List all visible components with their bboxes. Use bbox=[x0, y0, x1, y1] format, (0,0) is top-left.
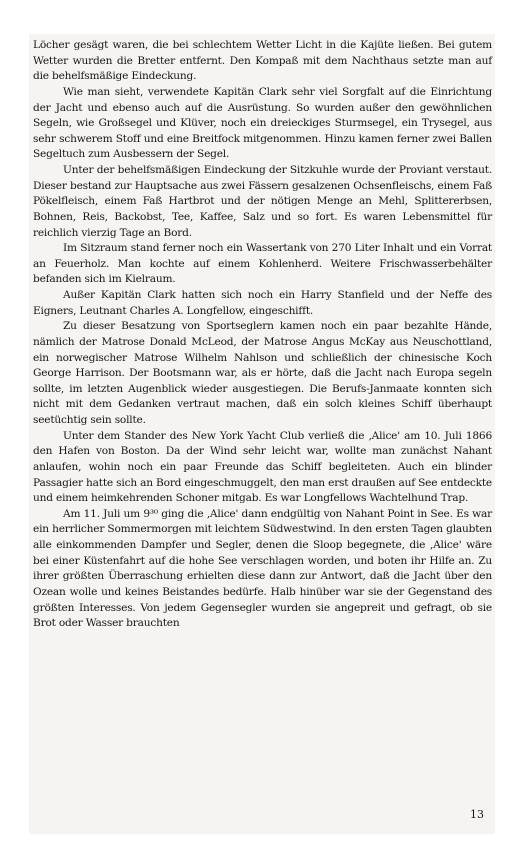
book-page bbox=[29, 34, 495, 834]
paragraph-2: Wie man sieht, verwendete Kapitän Clark sehr viel Sorgfalt auf die Einrichtung der Jacht und ebenso auch auf die Ausrüstung. So wurden außer den gewöhnlichen Segeln, wie Großsegel und Klüver, noch ein dreieckiges Sturmsegel, ein Trysegel, aus sehr schwerem Stoff und eine Breitfock mitgenommen. Hinzu kamen ferner zwei Ballen Segeltuch zum Ausbessern der Segel. bbox=[33, 85, 492, 161]
page-number: 13 bbox=[470, 808, 484, 821]
paragraph-5: Außer Kapitän Clark hatten sich noch ein Harry Stanfield und der Neffe des Eigners, Leutnant Charles A. Longfellow, eingeschifft. bbox=[33, 289, 492, 317]
paragraph-1: Löcher gesägt waren, die bei schlechtem Wetter Licht in die Kajüte ließen. Bei gutem Wetter wurden die Bretter entfernt. Den Kompaß mit dem Nachthaus setzte man auf die behelfsmäßige Eindeckung. bbox=[33, 39, 492, 83]
paragraph-6: Zu dieser Besatzung von Sportseglern kamen noch ein paar bezahlte Hände, nämlich der Matrose Donald McLeod, der Matrose Angus McKay aus Neuschottland, ein norwegischer Matrose Wilhelm Nahlson und schließlich der chinesische Koch George Harrison. Der Bootsmann war, als er hörte, daß die Jacht nach Europa segeln sollte, im letzten Augenblick wieder ausgestiegen. Die Berufs-Janmaate konnten sich nicht mit dem Gedanken vertraut machen, daß ein solch kleines Schiff überhaupt seetüchtig sein sollte. bbox=[33, 320, 492, 426]
paragraph-3: Unter der behelfsmäßigen Eindeckung der Sitzkuhle wurde der Proviant verstaut. Dieser bestand zur Hauptsache aus zwei Fässern gesalzenen Ochsenfleischs, einem Faß Pökelfleisch, einem Faß Hartbrot und der nötigen Menge an Mehl, Splittererbsen, Bohnen, Reis, Backobst, Tee, Kaffee, Salz und so fort. Es waren Lebensmittel für reichlich vierzig Tage an Bord. bbox=[33, 164, 492, 239]
paragraph-8: Am 11. Juli um 9³⁰ ging die ‚Alice' dann endgültig von Nahant Point in See. Es war ein herrlicher Sommermorgen mit leichtem Südwestwind. In den ersten Tagen glaubten alle einkommenden Dampfer und Segler, denen die Sloop begegnete, die ‚Alice' wäre bei einer Küstenfahrt auf die hohe See verschlagen worden, und boten ihr Hilfe an. Zu ihrer größten Überraschung erhielten diese dann zur Antwort, daß die Jacht über den Ozean wolle und keines Beistandes bedürfe. Halb hinüber war sie der Gegenstand des größten Interesses. Von jedem Gegensegler wurden sie angepreit und gefragt, ob sie Brot oder Wasser brauchten bbox=[33, 507, 492, 630]
paragraph-7: Unter dem Stander des New York Yacht Club verließ die ‚Alice' am 10. Juli 1866 den Hafen von Boston. Da der Wind sehr leicht war, wollte man zunächst Nahant anlaufen, wohin noch ein paar Freunde das Schiff begleiteten. Auch ein blinder Passagier hatte sich an Bord eingeschmuggelt, den man erst draußen auf See entdeckte und einem heimkehrenden Schoner mitgab. Es war Longfellows Wachtelhund Trap. bbox=[33, 429, 492, 505]
paragraph-4: Im Sitzraum stand ferner noch ein Wassertank von 270 Liter Inhalt und ein Vorrat an Feuerholz. Man kochte auf einem Kohlenherd. Weitere Frischwasserbehälter befanden sich im Kielraum. bbox=[33, 242, 492, 286]
page-body-text bbox=[33, 38, 492, 632]
